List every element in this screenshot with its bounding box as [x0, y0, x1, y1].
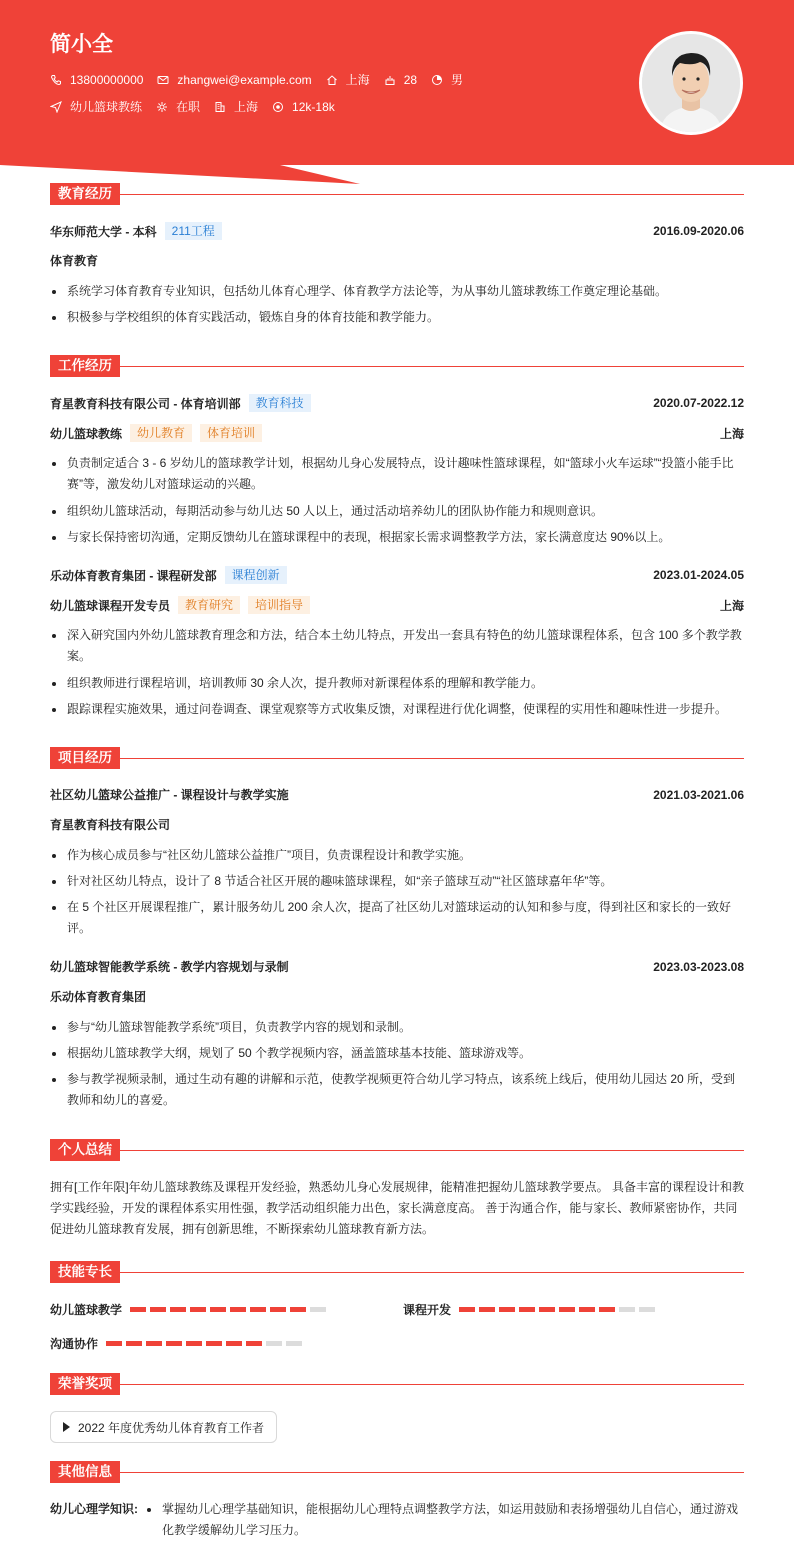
- play-icon: [63, 1422, 70, 1432]
- job-item: [50, 98, 142, 115]
- target-city-text: 上海: [234, 100, 259, 114]
- project-org-row: [50, 988, 744, 1005]
- other-key: 幼儿心理学知识:: [50, 1502, 138, 1516]
- project-title: 社区幼儿篮球公益推广 - 课程设计与教学实施: [50, 788, 289, 802]
- project-bullet: 参与“幼儿篮球智能教学系统”项目，负责教学内容的规划和录制。: [50, 1017, 744, 1038]
- skill-level-bar: [459, 1307, 659, 1312]
- section-divider: [120, 1272, 744, 1273]
- work-header: [50, 394, 744, 412]
- work-bullet: 与家长保持密切沟通，定期反馈幼儿在篮球课程中的表现，根据家长需求调整教学方法，家长满意度达 90%以上。: [50, 527, 744, 548]
- section-project-title: 项目经历: [50, 747, 120, 769]
- skill-item: [403, 1301, 659, 1318]
- section-divider: [120, 1150, 744, 1151]
- project-header: [50, 786, 744, 803]
- summary-text: 拥有[工作年限]年幼儿篮球教练及课程开发经验，熟悉幼儿身心发展规律，能精准把握幼儿篮球教学要点。 具备丰富的课程设计和教学实践经验，开发的课程体系实用性强，教学活动组织能力出色，家长满意度高。 善于沟通合作，能与家长、教师紧密协作，共同促进幼儿篮球教育发展，拥有创新思维，不断探索幼儿篮球教育新方法。: [50, 1180, 745, 1236]
- section-work: [50, 355, 744, 377]
- skill-segment-empty: [286, 1341, 302, 1346]
- section-education-title: 教育经历: [50, 183, 120, 205]
- project-title: 幼儿篮球智能教学系统 - 教学内容规划与录制: [50, 960, 289, 974]
- city-text: 上海: [345, 73, 370, 87]
- work-header: [50, 566, 744, 584]
- other-item: [50, 1499, 744, 1541]
- skill-item: [50, 1335, 306, 1352]
- section-summary-title: 个人总结: [50, 1139, 120, 1161]
- age-text: 28: [403, 72, 418, 87]
- skill-segment-empty: [266, 1341, 282, 1346]
- avatar: [639, 31, 743, 135]
- school-tag: 211工程: [165, 222, 222, 240]
- skill-segment-empty: [619, 1307, 635, 1312]
- project-bullet: 作为核心成员参与“社区幼儿篮球公益推广”项目，负责课程设计和教学实施。: [50, 845, 744, 866]
- skill-segment-filled: [246, 1341, 262, 1346]
- skill-segment-filled: [130, 1307, 146, 1312]
- skill-segment-filled: [166, 1341, 182, 1346]
- education-major-row: [50, 252, 744, 269]
- email-item: [157, 73, 311, 87]
- skill-segment-filled: [170, 1307, 186, 1312]
- skill-level-bar: [130, 1307, 330, 1312]
- gear-icon: [156, 101, 168, 113]
- phone-text: 13800000000: [70, 72, 144, 87]
- school-name: 华东师范大学 - 本科: [50, 224, 157, 239]
- skill-item: [50, 1301, 330, 1318]
- section-work-title: 工作经历: [50, 355, 120, 377]
- age-item: [384, 73, 417, 87]
- project-period: 2021.03-2021.06: [653, 787, 744, 802]
- project-org-row: [50, 816, 744, 833]
- company-name: 育星教育科技有限公司 - 体育培训部: [50, 396, 241, 411]
- work-bullet: 深入研究国内外幼儿篮球教育理念和方法，结合本土幼儿特点，开发出一套具有特色的幼儿篮球课程体系，包含 100 多个教学教案。: [50, 625, 744, 667]
- home-icon: [326, 74, 338, 86]
- job-text: 幼儿篮球教练: [70, 100, 143, 114]
- role-tag: 教育研究: [178, 596, 240, 614]
- section-skills-title: 技能专长: [50, 1261, 120, 1283]
- skill-segment-filled: [270, 1307, 286, 1312]
- other-value: 掌握幼儿心理学基础知识，能根据幼儿心理特点调整教学方法，如运用鼓励和表扬增强幼儿自信心，通过游戏化教学缓解幼儿学习压力。: [138, 1499, 744, 1541]
- work-bullet: 跟踪课程实施效果，通过问卷调查、课堂观察等方式收集反馈，对课程进行优化调整，使课程的实用性和趣味性进一步提升。: [50, 699, 744, 720]
- city-item: [326, 71, 370, 88]
- gender-text: 男: [451, 73, 464, 87]
- role-tag: 培训指导: [248, 596, 310, 614]
- skill-segment-filled: [206, 1341, 222, 1346]
- project-header: [50, 958, 744, 975]
- project-period: 2023.03-2023.08: [653, 959, 744, 974]
- section-awards-title: 荣誉奖项: [50, 1373, 120, 1395]
- building-icon: [214, 101, 226, 113]
- phone-item: [50, 73, 143, 87]
- education-bullet: 系统学习体育教育专业知识，包括幼儿体育心理学、体育教学方法论等，为从事幼儿篮球教练工作奠定理论基础。: [50, 281, 744, 302]
- section-summary: [50, 1139, 744, 1161]
- company-name: 乐动体育教育集团 - 课程研发部: [50, 568, 217, 583]
- target-city-item: [214, 98, 258, 115]
- work-period: 2023.01-2024.05: [653, 568, 744, 582]
- work-role-row: [50, 424, 744, 442]
- work-bullet: 组织教师进行课程培训，培训教师 30 余人次，提升教师对新课程体系的理解和教学能力。: [50, 673, 744, 694]
- contact-row: [50, 71, 477, 88]
- skill-segment-filled: [186, 1341, 202, 1346]
- work-role-row: [50, 596, 744, 614]
- section-other-title: 其他信息: [50, 1461, 120, 1483]
- job-row: [50, 98, 349, 115]
- skill-segment-filled: [599, 1307, 615, 1312]
- section-divider: [120, 1384, 744, 1385]
- award-item[interactable]: [50, 1411, 277, 1443]
- skill-segment-empty: [310, 1307, 326, 1312]
- education-bullet: 积极参与学校组织的体育实践活动，锻炼自身的体育技能和教学能力。: [50, 307, 744, 328]
- skill-segment-filled: [479, 1307, 495, 1312]
- skill-segment-filled: [250, 1307, 266, 1312]
- work-location: 上海: [719, 598, 744, 613]
- section-divider: [120, 366, 744, 367]
- role-name: 幼儿篮球课程开发专员: [50, 598, 171, 613]
- section-skills: [50, 1261, 744, 1283]
- project-org: 乐动体育教育集团: [50, 990, 147, 1004]
- skill-segment-filled: [226, 1341, 242, 1346]
- education-period: 2016.09-2020.06: [653, 224, 744, 238]
- section-education: [50, 183, 744, 205]
- send-icon: [50, 101, 62, 113]
- skill-segment-filled: [106, 1341, 122, 1346]
- cake-icon: [384, 74, 396, 86]
- skill-segment-filled: [210, 1307, 226, 1312]
- salary-item: [272, 100, 335, 114]
- avatar-portrait: [642, 34, 740, 132]
- skill-segment-filled: [499, 1307, 515, 1312]
- skill-segment-filled: [559, 1307, 575, 1312]
- company-tag: 课程创新: [225, 566, 287, 584]
- section-divider: [120, 758, 744, 759]
- role-tag: 幼儿教育: [130, 424, 192, 442]
- skill-segment-filled: [126, 1341, 142, 1346]
- skill-segment-filled: [519, 1307, 535, 1312]
- skill-name: 课程开发: [403, 1303, 452, 1317]
- phone-icon: [50, 74, 62, 86]
- mail-icon: [157, 74, 169, 86]
- gender-icon: [431, 74, 443, 86]
- work-period: 2020.07-2022.12: [653, 396, 744, 410]
- section-project: [50, 747, 744, 769]
- skill-segment-empty: [639, 1307, 655, 1312]
- gender-item: [431, 71, 463, 88]
- role-tag: 体育培训: [200, 424, 262, 442]
- skill-segment-filled: [230, 1307, 246, 1312]
- role-name: 幼儿篮球教练: [50, 426, 123, 441]
- skill-segment-filled: [579, 1307, 595, 1312]
- skill-segment-filled: [539, 1307, 555, 1312]
- status-item: [156, 98, 200, 115]
- education-header: [50, 222, 744, 240]
- company-tag: 教育科技: [249, 394, 311, 412]
- skill-segment-filled: [459, 1307, 475, 1312]
- section-other: [50, 1461, 744, 1483]
- candidate-name: 简小全: [50, 33, 113, 56]
- email-text: zhangwei@example.com: [177, 72, 312, 87]
- work-bullet: 组织幼儿篮球活动，每期活动参与幼儿达 50 人以上，通过活动培养幼儿的团队协作能力和规则意识。: [50, 501, 744, 522]
- skill-level-bar: [106, 1341, 306, 1346]
- skill-segment-filled: [290, 1307, 306, 1312]
- project-org: 育星教育科技有限公司: [50, 818, 171, 832]
- status-text: 在职: [176, 100, 201, 114]
- project-bullet: 针对社区幼儿特点，设计了 8 节适合社区开展的趣味篮球课程，如“亲子篮球互动”“社区篮球嘉年华”等。: [50, 871, 744, 892]
- salary-text: 12k-18k: [292, 99, 335, 114]
- skill-name: 沟通协作: [50, 1337, 99, 1351]
- skill-name: 幼儿篮球教学: [50, 1303, 123, 1317]
- resume-header: [0, 0, 794, 190]
- award-text: 2022 年度优秀幼儿体育教育工作者: [78, 1420, 265, 1435]
- project-bullet: 参与教学视频录制，通过生动有趣的讲解和示范，使教学视频更符合幼儿学习特点，该系统上线后，使用幼儿园达 20 所，受到教师和幼儿的喜爱。: [50, 1069, 744, 1111]
- skill-segment-filled: [146, 1341, 162, 1346]
- education-major: 体育教育: [50, 254, 99, 268]
- section-divider: [120, 1472, 744, 1473]
- section-awards: [50, 1373, 744, 1395]
- project-bullet: 在 5 个社区开展课程推广，累计服务幼儿 200 余人次，提高了社区幼儿对篮球运动的认知和参与度，得到社区和家长的一致好评。: [50, 897, 744, 939]
- project-bullet: 根据幼儿篮球教学大纲，规划了 50 个教学视频内容，涵盖篮球基本技能、篮球游戏等。: [50, 1043, 744, 1064]
- skill-segment-filled: [150, 1307, 166, 1312]
- skill-segment-filled: [190, 1307, 206, 1312]
- work-location: 上海: [719, 426, 744, 441]
- section-divider: [120, 194, 744, 195]
- work-bullet: 负责制定适合 3 - 6 岁幼儿的篮球教学计划，根据幼儿身心发展特点，设计趣味性篮球课程，如“篮球小火车运球”“投篮小能手比赛”等，激发幼儿对篮球运动的兴趣。: [50, 453, 744, 495]
- coin-icon: [272, 101, 284, 113]
